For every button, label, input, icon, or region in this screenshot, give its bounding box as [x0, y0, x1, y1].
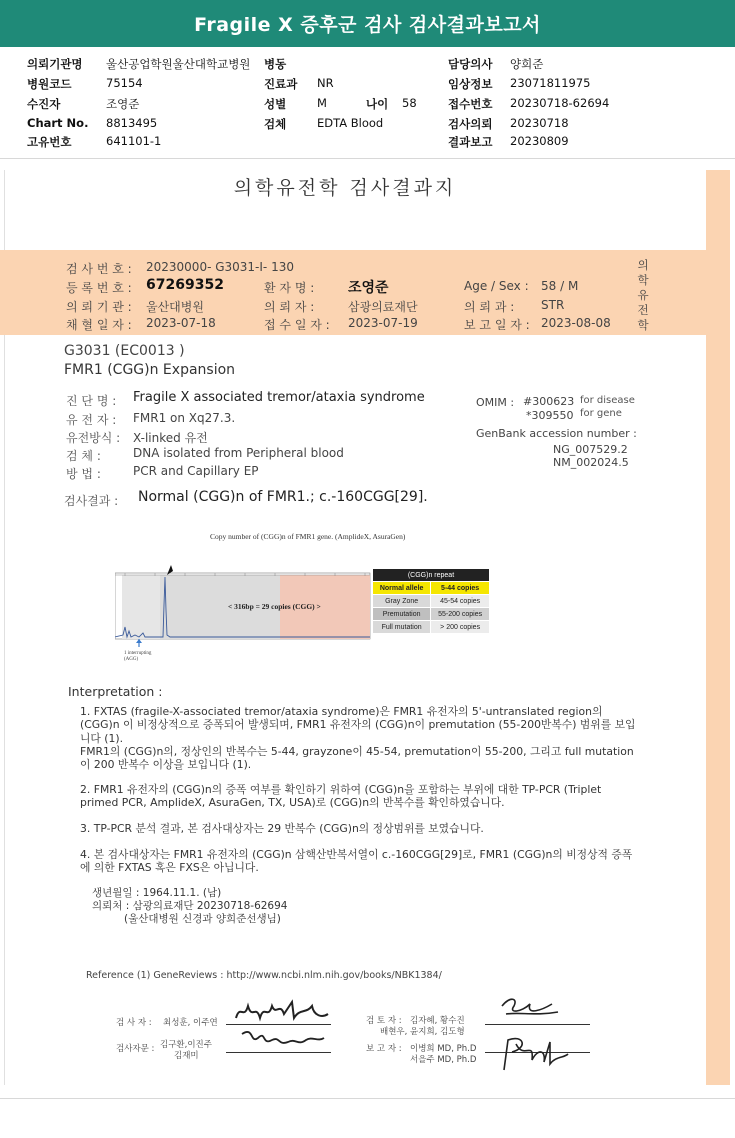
side-vertical-label: 의학유전학 [637, 258, 649, 332]
hospital-code-label: 병원코드 [27, 77, 72, 91]
dept-value-doc: STR [541, 298, 565, 312]
legend-premutation-label: Premutation [373, 608, 431, 621]
dept-label: 진료과 [264, 77, 298, 91]
reporter-names-2: 서을주 MD, Ph.D [410, 1055, 477, 1065]
institution-value: 울산공업학원울산대학교병원 [106, 57, 251, 71]
chart-no-value: 8813495 [106, 116, 158, 130]
legend-gray-label: Gray Zone [373, 595, 431, 608]
hospital-code-value: 75154 [106, 76, 143, 90]
institution-label: 의뢰기관명 [27, 57, 83, 71]
dob-line: 생년월일 : 1964.11.1. (남) [92, 887, 222, 899]
charge-value: 양희준 [510, 57, 544, 71]
report-date-label-doc: 보 고 일 자 : [464, 318, 530, 332]
interpretation-p4: 4. 본 검사대상자는 FMR1 유전자의 (CGG)n 삼핵산반복서열이 c.-160CGG[29]로, FMR1 (CGG)n의 비정상적 증폭에 의한 FXTAS 혹은 FXS은 아닙니다. [80, 848, 633, 875]
reg-no-value: 67269352 [146, 277, 224, 293]
advisor-names-2: 김재미 [174, 1051, 199, 1061]
omim-disease-note: for disease [580, 395, 635, 406]
genbank-label: GenBank accession number : [476, 427, 637, 440]
advisor-label: 검사자문 : [116, 1044, 155, 1054]
chart-region-left [122, 575, 160, 639]
name-label: 환 자 명 : [264, 281, 315, 295]
chart-interrupt-note: 1 interrupting (AGG) [124, 651, 152, 662]
chart-no-label: Chart No. [27, 116, 89, 130]
dept-label-doc: 의 뢰 과 : [464, 300, 515, 314]
name-value: 조영준 [348, 280, 389, 296]
interpretation-p3: 3. TP-PCR 분석 결과, 본 검사대상자는 29 반복수 (CGG)n의 정상범위를 보였습니다. [80, 822, 484, 835]
clinical-value: 23071811975 [510, 76, 591, 90]
unique-no-label: 고유번호 [27, 135, 72, 149]
inheritance-label: 유전방식 : [66, 431, 121, 445]
legend-full-label: Full mutation [373, 621, 431, 634]
age-label: 나이 [366, 97, 389, 111]
header-divider [0, 158, 735, 159]
reference-line: Reference (1) GeneReviews : http://www.ncbi.nlm.nih.gov/books/NBK1384/ [86, 970, 442, 981]
unique-no-value: 641101-1 [106, 134, 162, 148]
reviewer-signature-line [485, 1024, 590, 1025]
test-name: FMR1 (CGG)n Expansion [64, 362, 236, 378]
receive-date-label: 접 수 일 자 : [264, 318, 330, 332]
interpretation-heading: Interpretation : [68, 684, 163, 699]
result-label: 검사결과 : [64, 494, 119, 508]
repeat-legend-table [372, 568, 490, 634]
legend-premutation-range: 55-200 copies [431, 608, 490, 621]
side-strip [706, 170, 730, 1085]
report-banner-title: Fragile X 증후군 검사 검사결과보고서 [0, 0, 735, 47]
inst-value: 울산대병원 [146, 300, 204, 314]
interpretation-p2: 2. FMR1 유전자의 (CGG)n의 증폭 여부를 확인하기 위하여 (CGG)n을 포함하는 부위에 대한 TP-PCR (Triplet primed PCR, AmplideX, AsuraGen, TX, USA)로 (CGG)n의 반복수를 확인하였습니다. [80, 783, 602, 810]
interpretation-p1b: FMR1의 (CGG)n의, 정상인의 반복수는 5-44, grayzone이 45-54, premutation이 55-200, 그리고 full mutation이 200 반복수 이상을 보입니다 (1). [80, 745, 634, 772]
reviewer-label: 검 토 자 : [366, 1016, 402, 1026]
reviewer-signature [496, 994, 566, 1024]
method-label: 방 법 : [66, 467, 101, 481]
patient-value: 조영준 [106, 97, 140, 111]
collect-date-value: 2023-07-18 [146, 316, 216, 330]
sex-value: M [317, 96, 327, 110]
report-date-value-doc: 2023-08-08 [541, 316, 611, 330]
report-date-value: 20230809 [510, 134, 569, 148]
diag-value: Fragile X associated tremor/ataxia syndrome [133, 390, 425, 405]
reg-no-label: 등 록 번 호 : [66, 281, 132, 295]
legend-gray-range: 45-54 copies [431, 595, 490, 608]
doctor-line: (울산대병원 신경과 양희준선생님) [124, 913, 281, 925]
agesex-value: 58 / M [541, 279, 579, 293]
tester-signature [232, 996, 332, 1054]
receipt-label: 접수번호 [448, 97, 493, 111]
receipt-value: 20230718-62694 [510, 96, 610, 110]
omim-gene-note: for gene [580, 408, 622, 419]
specimen-value: EDTA Blood [317, 116, 384, 130]
age-value: 58 [402, 96, 417, 110]
omim-label: OMIM : [476, 396, 515, 409]
sample-value: DNA isolated from Peripheral blood [133, 446, 344, 460]
requester-value: 삼광의료재단 [348, 300, 418, 314]
advisor-signature-line [226, 1052, 331, 1053]
reviewer-names-2: 배현우, 윤지희, 김도형 [380, 1027, 465, 1037]
legend-normal-range: 5-44 copies [431, 582, 490, 595]
test-no-label: 검 사 번 호 : [66, 262, 132, 276]
tester-label: 검 사 자 : [116, 1018, 152, 1028]
reviewer-names-1: 김자혜, 황수진 [410, 1016, 465, 1026]
requester-label: 의 뢰 자 : [264, 300, 315, 314]
advisor-names-1: 김구환,이진주 [160, 1040, 212, 1050]
inheritance-value: X-linked 유전 [133, 431, 208, 445]
result-value: Normal (CGG)n of FMR1.; c.-160CGG[29]. [138, 489, 428, 505]
interrupt-arrow-icon [136, 639, 142, 643]
agesex-label: Age / Sex : [464, 279, 529, 293]
test-code: G3031 (EC0013 ) [64, 343, 185, 359]
dept-value: NR [317, 76, 334, 90]
diag-label: 진 단 명 : [66, 394, 117, 408]
chart-annotation: < 316bp = 29 copies (CGG) > [228, 602, 321, 611]
genbank-ng: NG_007529.2 [553, 443, 628, 456]
collect-date-label: 채 혈 일 자 : [66, 318, 132, 332]
gene-label: 유 전 자 : [66, 413, 117, 427]
omim-disease-id: #300623 [523, 395, 575, 408]
inst-label: 의 뢰 기 관 : [66, 300, 132, 314]
receive-date-value: 2023-07-19 [348, 316, 418, 330]
ward-label: 병동 [264, 57, 287, 71]
chart-title: Copy number of (CGG)n of FMR1 gene. (AmplideX, AsuraGen) [210, 532, 406, 541]
charge-label: 담당의사 [448, 57, 493, 71]
tester-names: 최성훈, 이주연 [163, 1018, 218, 1028]
method-value: PCR and Capillary EP [133, 464, 259, 478]
gene-value: FMR1 on Xq27.3. [133, 411, 236, 425]
footer-divider [0, 1098, 735, 1099]
reporter-names-1: 이병희 MD, Ph.D [410, 1044, 477, 1054]
request-date-value: 20230718 [510, 116, 569, 130]
omim-gene-id: *309550 [526, 409, 574, 422]
interpretation-p1: 1. FXTAS (fragile-X-associated tremor/ataxia syndrome)은 FMR1 유전자의 5'-untranslated region의 (CGG)n 이 비정상적으로 증폭되어 발생되며, FMR1 유전자의 (CGG)n이 premutation (55-200반복수) 범위를 보입니다 (1). [80, 705, 636, 745]
patient-label: 수진자 [27, 97, 61, 111]
genbank-nm: NM_002024.5 [553, 456, 629, 469]
doc-title: 의학유전학 검사결과지 [233, 177, 457, 199]
sample-label: 검 체 : [66, 449, 101, 463]
request-date-label: 검사의뢰 [448, 117, 493, 131]
specimen-label: 검체 [264, 117, 287, 131]
legend-full-range: > 200 copies [431, 621, 490, 634]
reporter-label: 보 고 자 : [366, 1044, 402, 1054]
clinical-label: 임상정보 [448, 77, 493, 91]
test-no-value: 20230000- G3031-I- 130 [146, 260, 294, 274]
report-date-label: 결과보고 [448, 135, 493, 149]
reporter-signature [494, 1030, 574, 1080]
legend-normal-label: Normal allele [373, 582, 431, 595]
sex-label: 성별 [264, 97, 287, 111]
requester-line: 의뢰처 : 삼광의료재단 20230718-62694 [92, 900, 288, 912]
legend-header: (CGG)n repeat [373, 569, 490, 582]
